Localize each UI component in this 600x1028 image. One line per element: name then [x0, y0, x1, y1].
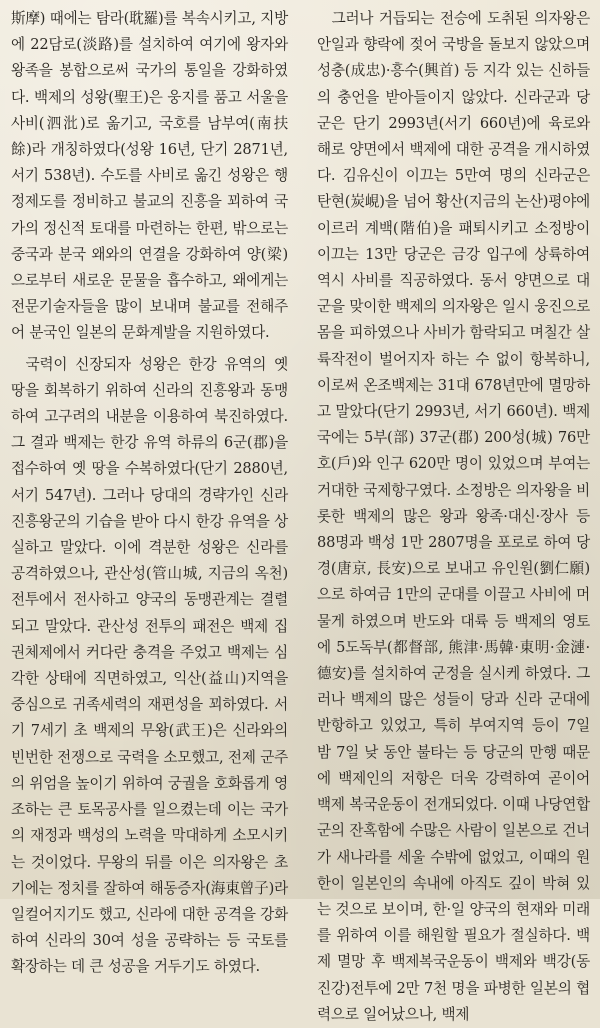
left-paragraph-1: 斯摩) 때에는 탐라(耽羅)를 복속시키고, 지방에 22담로(淡路)를 설치하여 여기에 왕자와 왕족을 봉합으로써 국가의 통일을 강화하였다. 백제의 성왕(聖王)은 웅지를 품고 서울을 사비(泗沘)로 옮기고, 국호를 남부여(南扶餘)라 개칭하였다(성왕 16년, 단기 2871년, 서기 538년). 수도를 사비로 옮긴 성왕은 행정제도를 정비하고 불교의 진흥을 꾀하여 국가의 정신적 토대를 마련하는 한편, 밖으로는 중국과 분국 왜와의 연결을 강화하여 양(梁)으로부터 새로운 문물을 흡수하고, 왜에게는 전문기술자들을 많이 보내며 불교를 전해주어 분국인 일본의 문화계발을 지원하였다. [11, 10, 288, 342]
left-paragraph-2: 국력이 신장되자 성왕은 한강 유역의 옛 땅을 회복하기 위하여 신라의 진흥왕과 동맹하여 고구려의 내분을 이용하여 북진하였다. 그 결과 백제는 한강 유역 하류의 6군(郡)을 접수하여 옛 땅을 수복하였다(단기 2880년, 서기 547년). 그러나 당대의 경략가인 신라 진흥왕군의 기습을 받아 다시 한강 유역을 상실하고 말았다. 이에 격분한 성왕은 신라를 공격하였으나, 관산성(管山城, 지금의 옥천)전투에서 전사하고 양국의 동맹관계는 결렬되고 말았다. 관산성 전투의 패전은 백제 집권체제에서 커다란 충격을 주었고 백제는 심각한 상태에 직면하였고, 익산(益山)지역을 중심으로 귀족세력의 재편성을 꾀하였다. 서기 7세기 초 백제의 무왕(武王)은 신라와의 빈번한 전쟁으로 국력을 소모했고, 전제 군주의 위엄을 높이기 위하여 궁궐을 호화롭게 영조하는 큰 토목공사를 일으켰는데 이는 국가의 재정과 백성의 노력을 막대하게 소모시키는 것이었다. 무왕의 뒤를 이은 의자왕은 초기에는 정치를 잘하여 해동증자(海東曾子)라 일컬어지기도 했고, 신라에 대한 공격을 강화하여 신라의 30여 성을 공략하는 등 국토를 확장하는 데 큰 성공을 거두기도 하였다. [11, 355, 288, 976]
right-text-column [317, 6, 590, 1023]
right-paragraph-1: 그러나 거듭되는 전승에 도취된 의자왕은 안일과 향락에 젖어 국방을 돌보지 않았으며 성충(成忠)·흥수(興首) 등 지각 있는 신하들의 충언을 받아들이지 않았다. 신라군과 당군은 단기 2993년(서기 660년)에 육로와 해로 양면에서 백제에 대한 공격을 개시하였다. 김유신이 이끄는 5만여 명의 신라군은 탄현(炭峴)을 넘어 황산(지금의 논산)평야에 이르러 계백(階伯)을 패퇴시키고 소정방이 이끄는 13만 당군은 금강 입구에 상륙하여 역시 사비를 직공하였다. 동서 양면으로 대군을 맞이한 백제의 의자왕은 일시 웅진으로 몸을 피하였으나 사비가 함락되고 며칠간 살륙작전이 벌어지자 하는 수 없이 항복하니, 이로써 온조백제는 31대 678년만에 멸망하고 말았다(단기 2993년, 서기 660년). 백제국에는 5부(部) 37군(郡) 200성(城) 76만호(戶)와 인구 620만 명이 있었으며 부여는 거대한 국제항구였다. 소정방은 의자왕을 비롯한 백제의 많은 왕과 왕족·대신·장사 등 88명과 백성 1만 2807명을 포로로 하여 당경(唐京, 長安)으로 보내고 유인원(劉仁願)으로 하여금 1만의 군대를 이끌고 사비에 머물게 하였으며 반도와 대륙 등 백제의 영토에 5도독부(都督部, 熊津·馬韓·東明·金漣·德安)를 설치하여 군정을 실시케 하였다. 그러나 백제의 많은 성들이 당과 신라 군대에 반항하고 있었고, 특히 부여지역 등이 7일 밤 7일 낮 동안 불타는 등 당군의 만행 때문에 백제인의 저항은 더욱 강력하여 곧이어 백제 복국운동이 전개되었다. 이때 나당연합군의 잔혹함에 수많은 사람이 일본으로 건너가 새나라를 세울 수밖에 없었고, 이때의 원한이 일본인의 속내에 아직도 깊이 박혀 있는 것으로 보이며, 한·일 양국의 현재와 미래를 위하여 이를 해원할 필요가 절실하다. 백제 멸망 후 백제복국운동이 백제와 백강(동진강)전투에 2만 7천 명을 파병한 일본의 협력으로 일어났으나, 백제 [317, 10, 590, 1023]
left-text-column [11, 6, 288, 976]
